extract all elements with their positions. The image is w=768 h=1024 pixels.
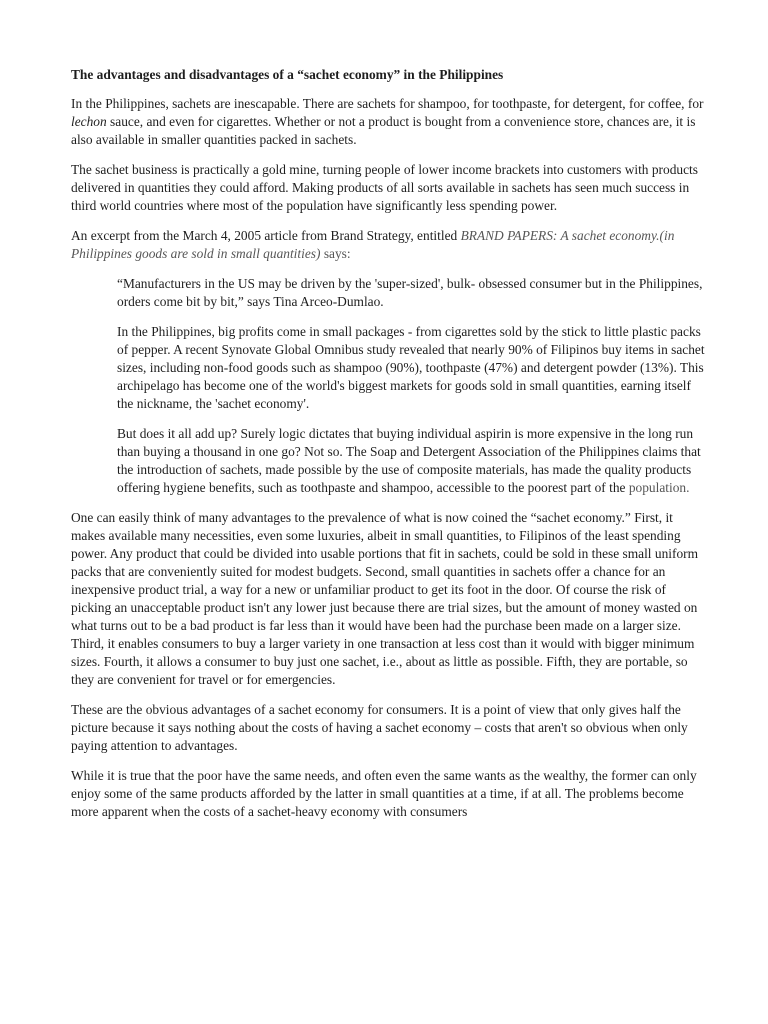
document-title: The advantages and disadvantages of a “sachet economy” in the Philippines <box>71 67 504 82</box>
paragraph-advantages: One can easily think of many advantages to the prevalence of what is now coined the “sachet economy.” First, it makes available many necessities, even some luxuries, albeit in small quantities, to Filipinos of the least spending power. Any product that could be divided into usable portions that fit in sachets, could be sold in these small uniform packs that are conveniently suited for modest budgets. Second, small quantities in sachets offer a chance for an inexpensive product trial, a way for a new or unfamiliar product to get its foot in the door. Of course the risk of picking an unacceptable product isn't any lower just because there are trial sizes, but the amount of money wasted on what turns out to be a bad product is far less than it would have been had the purchase been made on a larger size. Third, it enables consumers to buy a larger variety in one transaction at less cost than it would with bigger minimum sizes. Fourth, it allows a consumer to buy just one sachet, i.e., about as little as possible. Fifth, they are portable, so they are convenient for travel or for emergencies. <box>71 510 699 687</box>
paragraph-gold-mine: The sachet business is practically a gold mine, turning people of lower income brackets into customers with products delivered in quantities they could afford. Making products of all sorts available in sachets has seen much success in third world countries where most of the population have significantly less spending power. <box>71 162 698 213</box>
article-title-citation: BRAND PAPERS: A sachet economy.(in Philippines goods are sold in small quantities) <box>71 228 675 261</box>
paragraph-text: says: <box>320 246 351 261</box>
quote-paragraph-add-up <box>117 425 708 497</box>
quote-paragraph-manufacturers: “Manufacturers in the US may be driven by the 'super-sized', bulk- obsessed consumer but in the Philippines, orders come bit by bit,” says Tina Arceo-Dumlao. <box>117 276 703 309</box>
lechon-emphasis: lechon <box>71 114 107 129</box>
paragraph-text: sauce, and even for cigarettes. Whether or not a product is bought from a convenience store, chances are, it is also available in smaller quantities packed in sachets. <box>71 114 696 147</box>
paragraph-poor-wealthy: While it is true that the poor have the same needs, and often even the same wants as the wealthy, the former can only enjoy some of the same products afforded by the latter in small quantities at a time, if at all. The problems become more apparent when the costs of a sachet-heavy economy with consumers <box>71 768 697 819</box>
paragraph-text: In the Philippines, sachets are inescapable. There are sachets for shampoo, for toothpaste, for detergent, for coffee, for <box>71 96 704 111</box>
block-quote <box>117 275 708 497</box>
quote-paragraph-big-profits: In the Philippines, big profits come in small packages - from cigarettes sold by the stick to little plastic packs of pepper. A recent Synovate Global Omnibus study revealed that nearly 90% of Filipinos buy items in sachet sizes, including non-food goods such as shampoo (90%), toothpaste (47%) and detergent powder (13%). This archipelago has become one of the world's biggest markets for goods sold in small quantities, earning itself the nickname, the 'sachet economy'. <box>117 324 705 411</box>
paragraph-text: But does it all add up? Surely logic dictates that buying individual aspirin is more expensive in the long run than buying a thousand in one go? Not so. The Soap and Detergent Association of the Philippines claims that the introduction of sachets, made possible by the use of composite materials, has made the quality products offering hygiene benefits, such as toothpaste and shampoo, accessible to the poorest part of the <box>117 426 701 495</box>
paragraph-sachets-inescapable <box>71 95 708 149</box>
paragraph-text: An excerpt from the March 4, 2005 article from Brand Strategy, entitled <box>71 228 461 243</box>
paragraph-excerpt-intro <box>71 227 708 263</box>
paragraph-half-picture: These are the obvious advantages of a sachet economy for consumers. It is a point of view that only gives half the picture because it says nothing about the costs of having a sachet economy – costs that aren't so obvious when only paying attention to advantages. <box>71 702 688 753</box>
paragraph-text: population. <box>628 480 690 495</box>
